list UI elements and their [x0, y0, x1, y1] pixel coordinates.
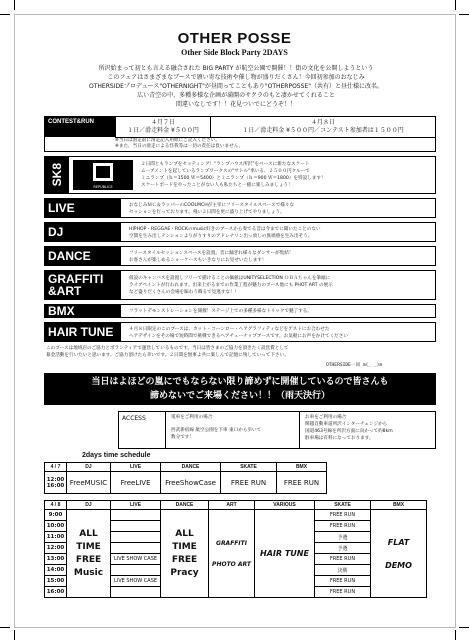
banner-line: 諦めないでご来場ください！！（雨天決行）: [149, 391, 330, 401]
contest-note-line: ※当日は滑走前に滑走記入用紙にご記入ください。: [115, 138, 220, 143]
republice-logo: [73, 160, 133, 190]
hairtune-line: ヘアデザインをその場で短時間で挑戦できるヘアチューナップブースです。お気軽にお声をかけてください: [129, 334, 348, 339]
bmx-line: フラットデモンストレーションを開催！ステージ上での多種多様なトリックで魅了する。: [129, 309, 312, 314]
time-cell: 9:00: [45, 510, 67, 521]
dance-line: お客さんが楽しめるショーケースもいきなりにお見せいたします！: [129, 258, 267, 263]
dj-label: DJ: [45, 223, 121, 241]
bmx-text: DEMO: [385, 560, 412, 570]
time-cell: 16:00: [45, 587, 67, 598]
crop-mark: [14, 630, 15, 640]
dance-label: DANCE: [45, 247, 121, 265]
bmx-section: [44, 304, 436, 318]
schedule-day2: [44, 500, 427, 598]
live-label: LIVE: [45, 199, 121, 217]
skate-cell: FREE RUN: [221, 472, 277, 494]
live-cell: [111, 565, 161, 576]
time-cell: 13:00: [45, 554, 67, 565]
flyer-subtitle: Other Side Block Party 2DAYS: [181, 48, 288, 57]
disclaimer-text: [46, 345, 438, 359]
hairtune-text: [129, 326, 348, 340]
dj-text: TIME: [76, 541, 101, 552]
column-header: DANCE: [161, 501, 209, 510]
time-cell: [45, 472, 67, 494]
graffiti-label: [45, 271, 121, 299]
contest-day2-date: ４月８日: [310, 119, 335, 126]
crop-mark: [459, 627, 469, 628]
skate-cell: FREE RUN: [315, 554, 371, 565]
dj-line: 空間を生み出しテンションよりがりすりのアドレナリン出っ放しの異端感を生み出そう。: [129, 234, 313, 239]
crop-mark: [14, 0, 15, 10]
live-showcase-cell: LIVE SHOW CASE: [111, 554, 161, 565]
dj-all-time-cell: [67, 510, 111, 598]
flyer-title: OTHER POSSE: [177, 30, 292, 47]
live-cell: [111, 543, 161, 554]
schedule-row: [45, 472, 327, 494]
skate-cell: 予選: [315, 543, 371, 554]
intro-line: 所沢始まって初とも言える融合された BIG PARTY が航空公園で開催！！街の文化を公開しようという: [98, 65, 374, 72]
access-car-line: 関越自動車道所沢インターチェンジから: [305, 422, 388, 427]
access-car-line: 駐車場は有料になっております。: [305, 436, 374, 441]
sk8-line: ムーブメントを起しているランプワークスの"サトル"率いる、２５００円クルーで: [141, 169, 310, 174]
schedule-date: 4 / 7: [45, 463, 67, 472]
dj-line: HIPHOP・REGGAE・ROCKのmusic好きのブースから奏でる音は今までに聞いたことのない: [129, 227, 321, 232]
column-header: SKATE: [221, 463, 277, 472]
sk8-label-text: SK8: [50, 163, 64, 187]
art-cell: [209, 510, 255, 598]
graffiti-text: [129, 275, 333, 296]
disclaimer-line: 募金活動を行いたいと思います。ご協力頂けたら幸いです。２日間を無事よ共に楽しんで記憶に残していって下さい。: [46, 353, 289, 358]
sk8-line: スケートボードをやったことがない人も私たちと一緒に楽しみましょう！: [141, 183, 293, 188]
column-header: DANCE: [161, 463, 221, 472]
skate-cell: 決勝: [315, 565, 371, 576]
column-header: SKATE: [315, 501, 371, 510]
sk8-line: ２日間ともランプをセッティング！"ランプハウス所沢"をベースに新たなスケート: [141, 162, 310, 167]
graffiti-label-line: GRAFFITI: [48, 272, 104, 286]
access-car-line: お車をご利用の場合: [305, 415, 347, 420]
contest-day1-date: ４月７日: [150, 119, 175, 126]
time-cell: 10:00: [45, 521, 67, 532]
sk8-section: [44, 156, 436, 194]
sk8-line: ミニランプ（ｈ＝1500 Ｗ＝5400）とミニランプ（ｈ＝900 Ｗ＝1800）を特設します！: [141, 176, 326, 181]
dj-text: FREE: [75, 554, 102, 565]
intro-text: [36, 64, 436, 109]
access-train: [171, 414, 261, 441]
sk8-label: [45, 157, 69, 193]
dj-text: [129, 226, 321, 240]
skate-cell: FREE RUN: [315, 587, 371, 598]
schedule-header-row: [45, 501, 427, 510]
live-cell: [111, 587, 161, 598]
crop-mark: [0, 627, 10, 628]
hairtune-label: HAIR TUNE: [45, 323, 121, 341]
r-logo-mark: [93, 163, 113, 181]
dj-cell: FreeMUSIC: [67, 472, 111, 494]
crop-mark: [459, 14, 469, 15]
time-cell: 11:00: [45, 532, 67, 543]
weather-banner: [44, 373, 436, 405]
crop-mark: [455, 0, 456, 10]
disclaimer-line: このブースは地域店のご協力とボランティアで運営しているものです。当日は皆さまのご協力を頂きたく設営費として: [46, 346, 289, 351]
contest-day2-fee: １日／滑走料金 ¥５００円／コンテスト参加者は１５００円: [242, 127, 404, 134]
column-header: DJ: [67, 463, 111, 472]
contest-day1-fee: １日／滑走料金 ¥５００円: [127, 127, 199, 134]
column-header: VARIOUS: [255, 501, 315, 510]
time-label: 16:00: [46, 482, 65, 489]
column-header: ART: [209, 501, 255, 510]
contest-section: [44, 116, 436, 152]
live-text: [129, 202, 294, 216]
access-box: [118, 411, 436, 449]
bmx-cell: FREE RUN: [277, 472, 327, 494]
dance-text: TIME: [172, 541, 197, 552]
live-line: セッションを行っております。飛い２日間を更に盛り上げてやりましょう。: [129, 210, 285, 215]
dj-section: [44, 222, 436, 242]
bmx-text: [129, 308, 312, 315]
bmx-text: FLAT: [387, 537, 410, 547]
dance-text: ALL: [175, 528, 194, 539]
contest-note-line: ※また、当日の滑走による怪我等は一切の責任は負いません。: [115, 144, 244, 149]
dj-text: Music: [73, 567, 104, 578]
graffiti-label-line: &ART: [48, 284, 82, 298]
column-header: LIVE: [111, 501, 161, 510]
dance-section: [44, 246, 436, 266]
bmx-cell: [371, 510, 427, 598]
access-car-line: 国道463号線を所沢方面に向かって約8km: [305, 429, 393, 434]
intro-line: OTHERSIDEプロデュース"OTHERNIGHT"が昼間ってこともあり"OTHERPOSSE"（共有）と昼仕様に改名。: [89, 83, 383, 90]
intro-line: 間違いなしです！！花見ついでにどうぞ！！: [175, 101, 296, 108]
contest-notes: [115, 138, 243, 150]
intro-line: 広い青空の中、多種多様な企画が満開のサクラのもと凄かせてくれること: [137, 92, 335, 99]
live-line: おなじみＭＣ＆ラッパーのCOOLMCHが主宰にフリースタイルスペースで様々な: [129, 203, 295, 208]
access-car: [305, 414, 393, 442]
hairtune-line: ４月８日限定のこのブースは、カット・コーンロー・ヘアグラフィティなどをゲストにお合わせた: [129, 327, 330, 332]
crop-mark: [0, 14, 10, 15]
dance-cell: FreeShowCase: [161, 472, 221, 494]
dance-line: フリースタイルセッションスペースを設置。音に踊ぎれ様々なダンサーが集結！: [129, 251, 294, 256]
schedule-date: 4 / 8: [45, 501, 67, 510]
signature: OTHERSIDE一同 m(_ _)m: [326, 363, 383, 368]
schedule-header-row: [45, 463, 327, 472]
time-cell: 12:00: [45, 543, 67, 554]
schedule-title: 2days time schedule: [82, 452, 151, 459]
access-train-line: 電車をご利用の場合: [171, 415, 213, 420]
dj-text: ALL: [79, 528, 98, 539]
time-cell: 14:00: [45, 565, 67, 576]
access-train-line: 西武新宿線 航空公園を下車 東口から歩いて: [171, 428, 262, 433]
hairtune-section: [44, 322, 436, 342]
skate-cell: 予選: [315, 532, 371, 543]
dance-all-time-cell: [161, 510, 209, 598]
skate-cell: FREE RUN: [315, 521, 371, 532]
various-cell: HAIR TUNE: [255, 510, 315, 598]
divider: [299, 412, 300, 448]
live-cell: [111, 532, 161, 543]
art-text: GRAFFITI: [216, 539, 247, 547]
skate-cell: FREE RUN: [315, 510, 371, 521]
skate-cell: FREE RUN: [315, 576, 371, 587]
divider: [165, 412, 166, 448]
time-label: 12:00: [46, 476, 65, 483]
live-cell: [111, 510, 161, 521]
column-header: BMX: [277, 463, 327, 472]
crop-mark: [455, 630, 456, 640]
access-title: ACCESS: [122, 415, 146, 422]
live-showcase-cell: LIVE SHOW CASE: [111, 576, 161, 587]
dance-text: Pracy: [170, 567, 199, 578]
graffiti-line: 仮設のキャンバスを設置しフリーで描けることの価値はUNITYSELECTION ＯＢＡちゃんを筆頭に: [129, 276, 331, 281]
contest-day2: [210, 117, 435, 137]
bmx-label: BMX: [45, 305, 121, 317]
schedule-day1: [44, 462, 327, 494]
time-cell: 15:00: [45, 576, 67, 587]
graffiti-line: など盛りだくさんの会場を賑わう飾るで見逃すな！！: [129, 290, 240, 295]
schedule-row: [45, 510, 427, 521]
live-section: [44, 198, 436, 218]
sk8-text: [141, 161, 326, 189]
column-header: LIVE: [111, 463, 161, 472]
access-train-line: 数分です！: [171, 435, 194, 440]
banner-line: 当日はよほどの嵐にでもならない限り諦めずに開催しているので皆さんも: [91, 377, 389, 387]
art-text: PHOTO ART: [212, 560, 251, 568]
contest-label: CONTEST&RUN: [45, 117, 115, 137]
dance-text: [129, 250, 293, 264]
contest-day1: [115, 117, 210, 137]
logo-text: REPUBLICE: [93, 185, 113, 189]
column-header: DJ: [67, 501, 111, 510]
graffiti-section: [44, 270, 436, 300]
live-cell: [111, 521, 161, 532]
dance-text: FREE: [171, 554, 198, 565]
live-cell: FreeLIVE: [111, 472, 161, 494]
intro-line: このフェアはさまざまなブースで頒い寄な技術や催し物が盛りだくさん！今回初参加のおなじみ: [107, 74, 365, 81]
graffiti-line: ライブペイントが行われます。出来上がるまでの作業工程が魅力のブース他にも PHOT ART の展示: [129, 283, 333, 288]
column-header: BMX: [371, 501, 427, 510]
